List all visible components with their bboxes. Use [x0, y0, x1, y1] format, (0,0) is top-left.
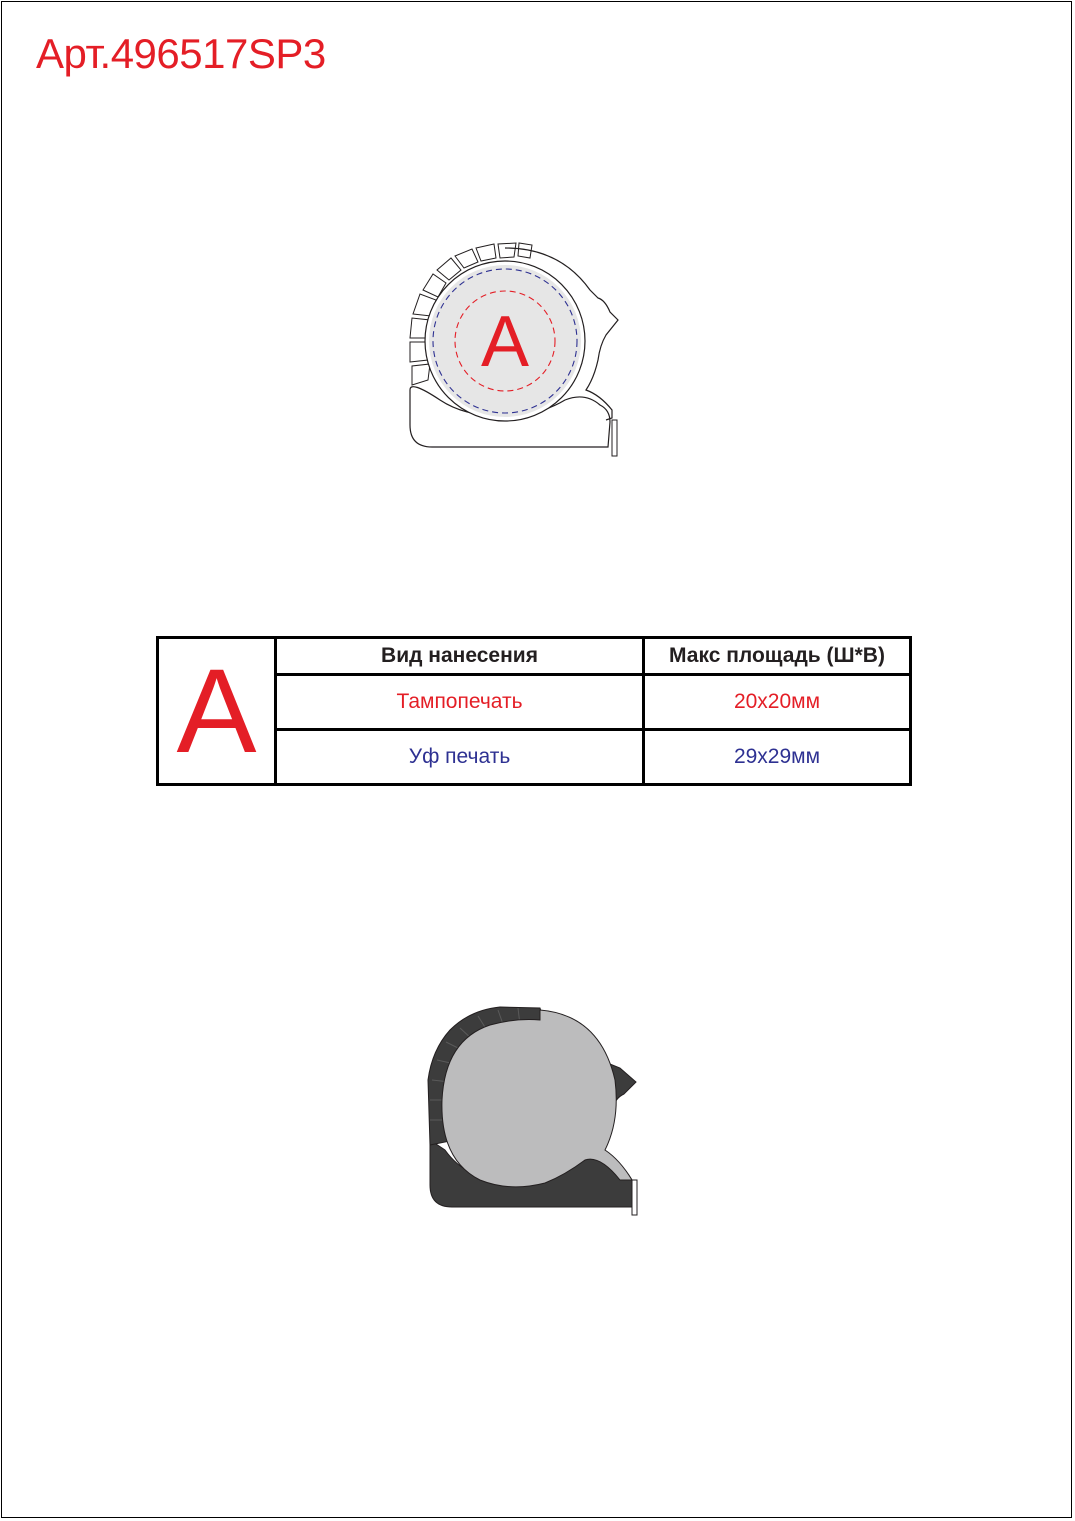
spec-table [156, 636, 912, 786]
grey-body [442, 1010, 632, 1187]
size-cell: 20x20мм [644, 675, 911, 730]
size-cell: 29x29мм [644, 730, 911, 785]
tape-measure-outline-drawing [400, 235, 630, 460]
header-method: Вид нанесения [276, 638, 644, 675]
tape-measure-product-illustration [420, 1000, 650, 1225]
tape-end-tab [632, 1180, 637, 1215]
method-cell: Уф печать [276, 730, 644, 785]
header-max-area: Макс площадь (Ш*В) [644, 638, 911, 675]
article-title: Арт.496517SP3 [36, 30, 326, 77]
zone-label-cell: A [158, 638, 276, 785]
tape-end-tab [612, 420, 617, 456]
zone-a-marker: A [480, 302, 530, 382]
method-cell: Тампопечать [276, 675, 644, 730]
